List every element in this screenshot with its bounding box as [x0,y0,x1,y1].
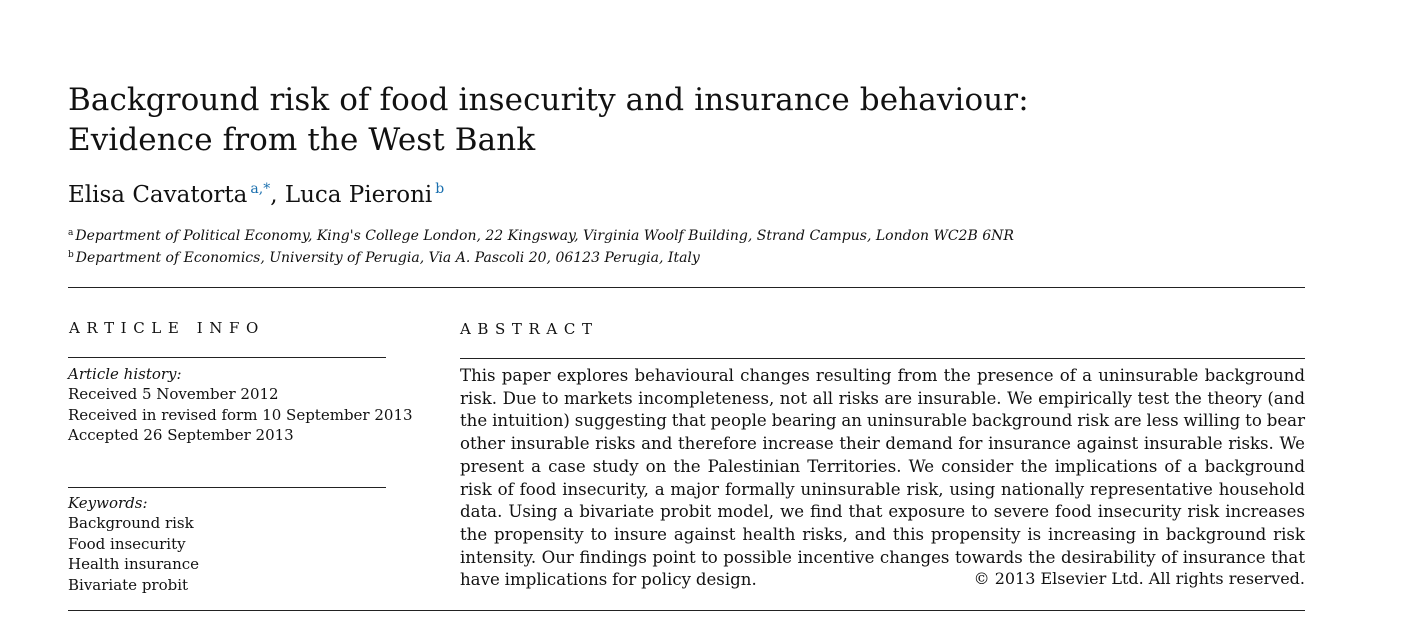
history-item: Received 5 November 2012 [68,385,279,404]
history-item: Received in revised form 10 September 2013 [68,405,413,424]
history-item: Accepted 26 September 2013 [68,426,294,445]
keyword-item: Bivariate probit [68,575,189,594]
article-history-label: Article history: [68,365,182,383]
keywords-divider [68,487,386,488]
author-list [68,180,444,213]
keywords-label: Keywords: [68,494,148,512]
affiliation-text: Department of Political Economy, King's College London, 22 Kingsway, Virginia Woolf Building, Strand Campus, London WC2B 6NR [75,228,1014,244]
copyright-notice: © 2013 Elsevier Ltd. All rights reserved. [973,569,1305,588]
affiliation [68,226,1014,248]
affiliation-marker[interactable]: a,* [250,181,271,197]
affiliation-list [68,226,1014,270]
keywords [68,493,199,595]
article-info-heading: ARTICLE INFO [69,319,265,337]
author-name[interactable]: Elisa Cavatorta [68,182,248,208]
author-name[interactable]: Luca Pieroni [284,182,433,208]
abstract-divider [460,358,1305,359]
article-history [68,364,413,446]
affiliation-mark: b [68,250,74,260]
abstract-heading: ABSTRACT [460,320,599,338]
abstract-text: This paper explores behavioural changes resulting from the presence of a uninsurable background risk. Due to markets incompleteness, not all risks are insurable. We empirically test the theory (and the intuition) suggesting that people bearing an uninsurable background risk are less willing to bear other insurable risks and therefore increase their demand for insurance against insurable risks. We present a case study on the Palestinian Territories. We consider the implications of a background risk of food insecurity, a major formally uninsurable risk, using nationally representative household data. Using a bivariate probit model, we find that exposure to severe food insecurity risk increases the propensity to insure against health risks, and this propensity is increasing in background risk intensity. Our findings point to possible incentive changes towards the desirability of insurance that have implications for policy design. [460,366,1305,590]
paper-title: Background risk of food insecurity and insurance behaviour: Evidence from the West Bank [68,82,1029,158]
article-info-divider [68,357,386,358]
keyword-item: Health insurance [68,555,200,574]
footer-divider [68,610,1305,611]
affiliation-text: Department of Economics, University of Perugia, Via A. Pascoli 20, 06123 Perugia, Italy [75,250,700,266]
affiliation-marker[interactable]: b [435,181,445,197]
header-divider [68,287,1305,288]
keyword-item: Food insecurity [68,534,186,553]
affiliation [68,248,1014,270]
keyword-item: Background risk [68,514,194,533]
affiliation-mark: a [68,228,74,238]
author-separator: , [270,182,285,208]
